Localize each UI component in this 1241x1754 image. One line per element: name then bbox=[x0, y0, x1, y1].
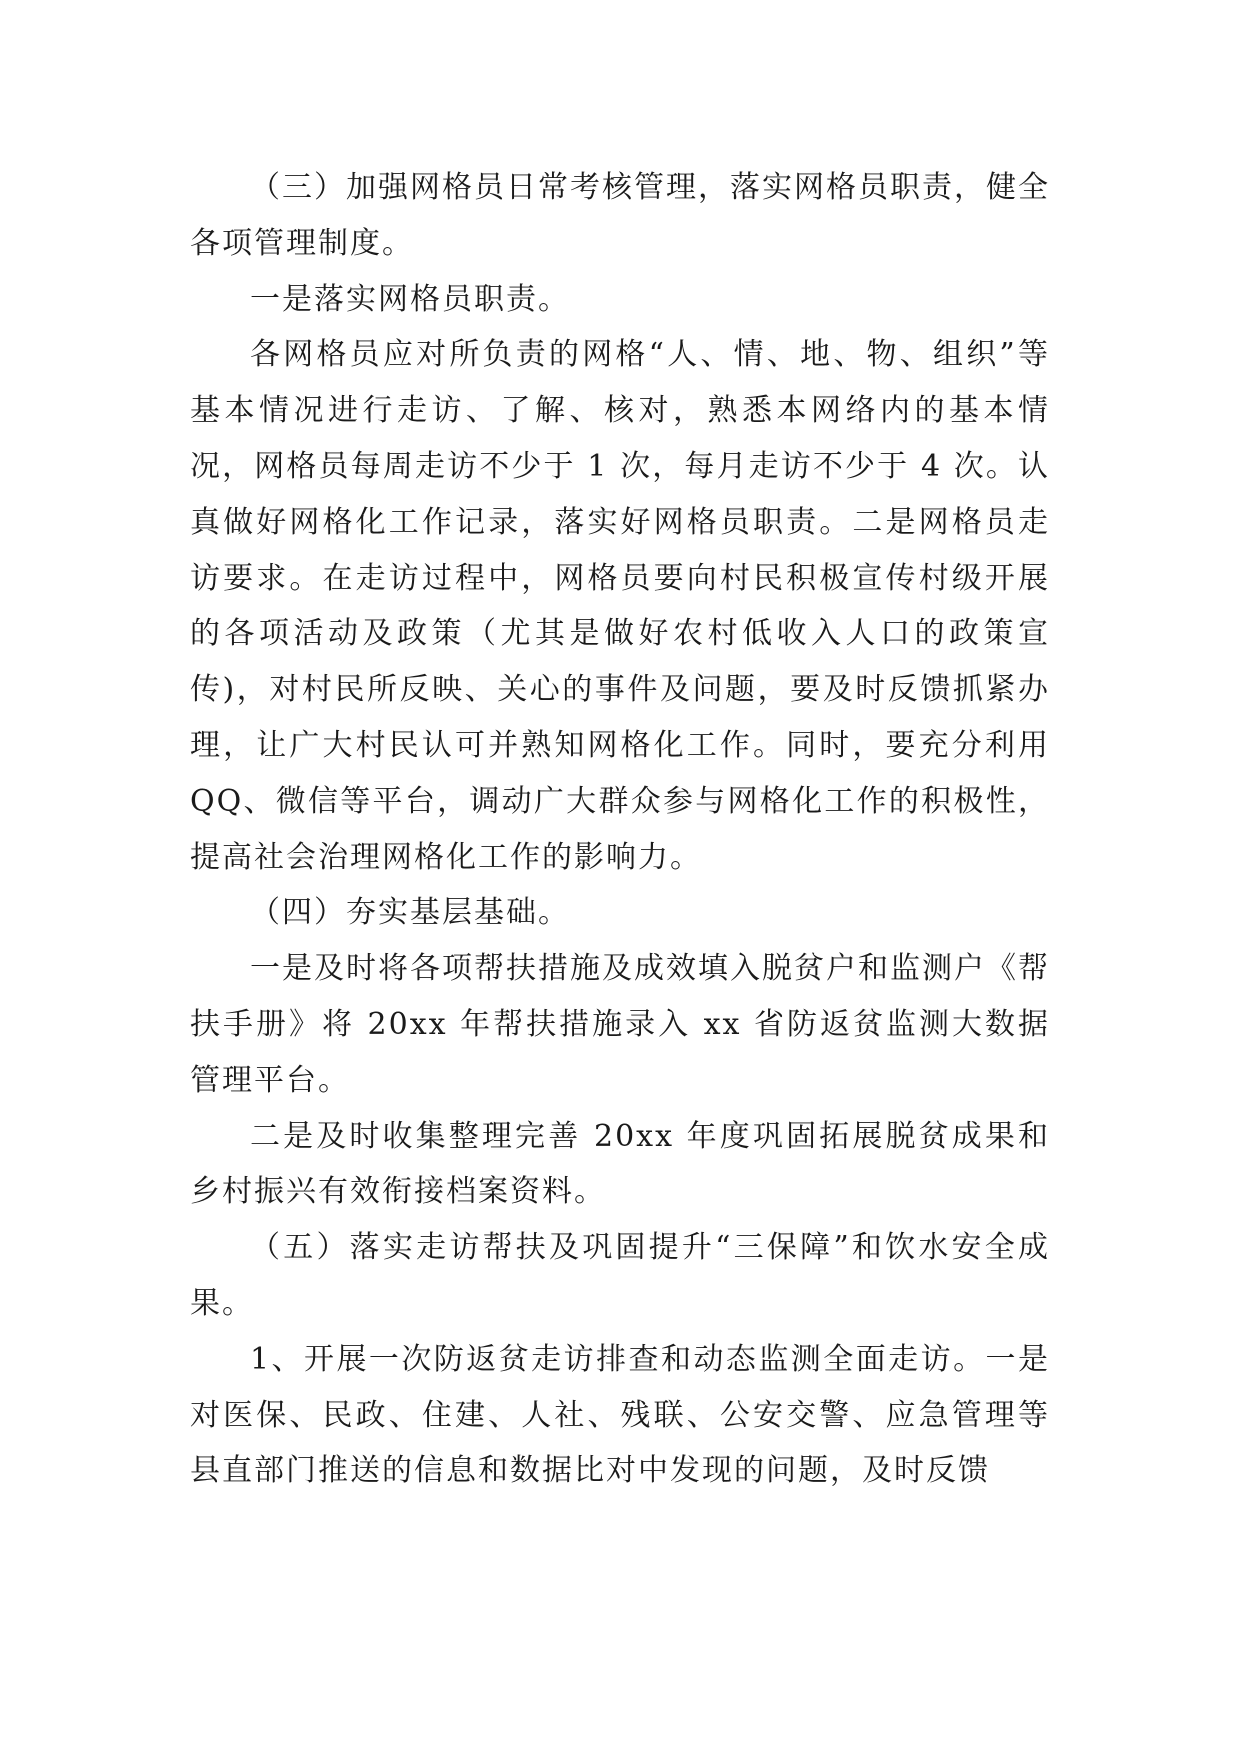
paragraph-support-measures: 一是及时将各项帮扶措施及成效填入脱贫户和监测户《帮扶手册》将 20xx 年帮扶措施录入 xx 省防返贫监测大数据管理平台。 bbox=[190, 951, 1050, 1098]
paragraph-section-three-heading: （三）加强网格员日常考核管理，落实网格员职责，健全各项管理制度。 bbox=[190, 170, 1050, 261]
paragraph-visit-monitoring: 1、开展一次防返贫走访排查和动态监测全面走访。一是对医保、民政、住建、人社、残联、公安交警、应急管理等县直部门推送的信息和数据比对中发现的问题，及时反馈 bbox=[190, 1341, 1050, 1489]
paragraph-section-four-heading: （四）夯实基层基础。 bbox=[250, 895, 570, 931]
paragraph-archive-materials: 二是及时收集整理完善 20xx 年度巩固拓展脱贫成果和乡村振兴有效衔接档案资料。 bbox=[190, 1118, 1050, 1210]
paragraph-section-five-heading: （五）落实走访帮扶及巩固提升“三保障”和饮水安全成果。 bbox=[190, 1230, 1050, 1321]
document-body bbox=[190, 160, 1050, 1499]
paragraph-item-one-title: 一是落实网格员职责。 bbox=[250, 281, 570, 317]
paragraph-grid-duties: 各网格员应对所负责的网格“人、情、地、物、组织”等基本情况进行走访、了解、核对，熟悉本网络内的基本情况，网格员每周走访不少于 1 次，每月走访不少于 4 次。认真做好网格化工作记录，落实好网格员职责。二是网格员走访要求。在走访过程中，网格员要向村民积极宣传村级开展的各项活动及政策（尤其是做好农村低收入人口的政策宣传)，对村民所反映、关心的事件及问题，要及时反馈抓紧办理，让广大村民认可并熟知网格化工作。同时，要充分利用 QQ、微信等平台，调动广大群众参与网格化工作的积极性，提高社会治理网格化工作的影响力。 bbox=[190, 337, 1050, 875]
